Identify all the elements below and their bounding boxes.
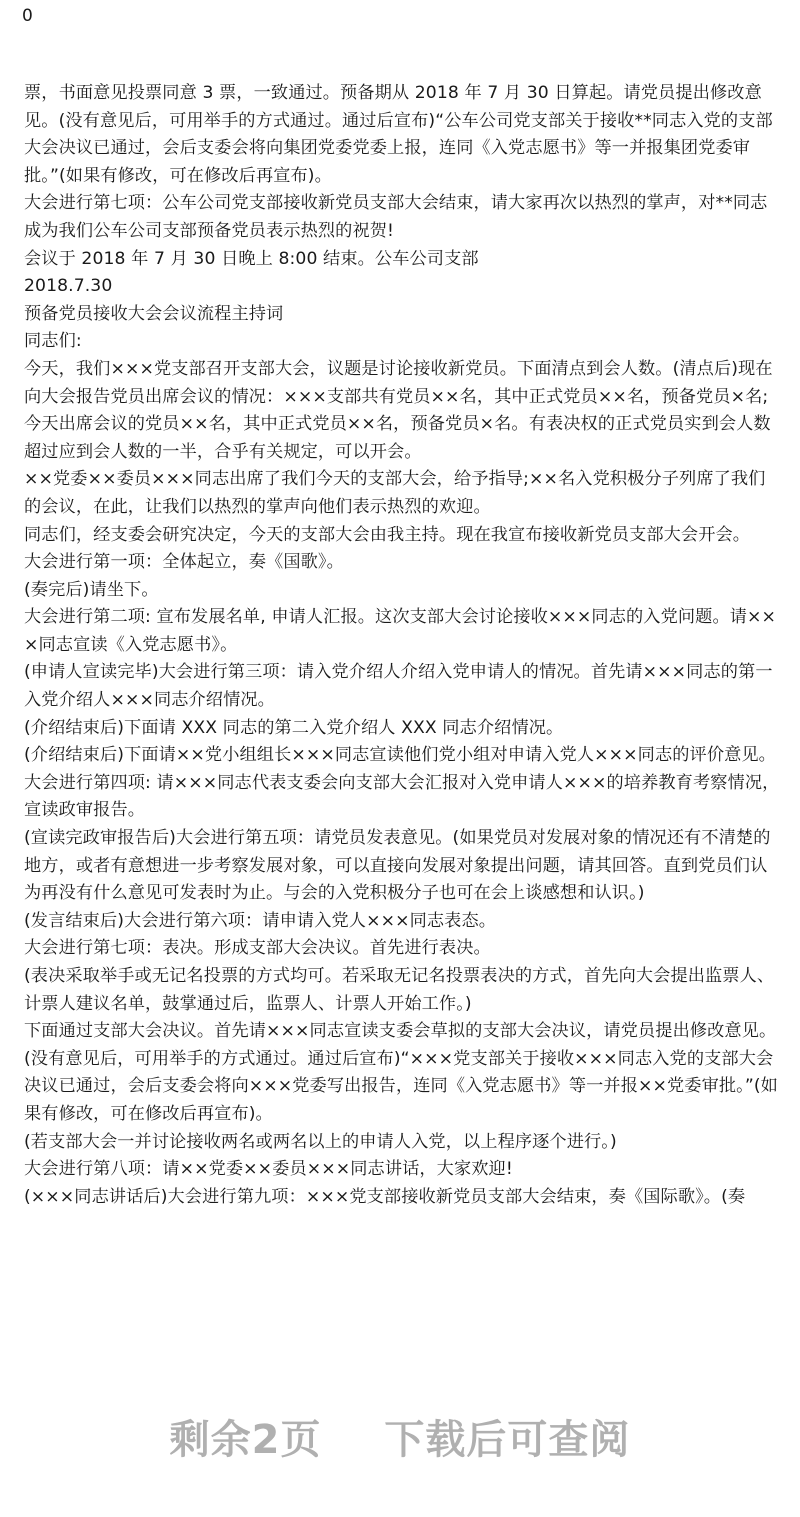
remaining-pages-banner[interactable] [0, 1410, 800, 1470]
remaining-pages-label: 剩余2页 [169, 1417, 322, 1463]
section-title: 预备党员接收大会会议流程主持词 [24, 303, 284, 324]
paragraph: 大会进行第二项: 宣布发展名单, 申请人汇报。这次支部大会讨论接收×××同志的入党问题。请×××同志宣读《入党志愿书》。 [24, 607, 777, 655]
document-body [24, 80, 782, 1211]
paragraph: 大会进行第七项：表决。形成支部大会决议。首先进行表决。 [24, 938, 491, 959]
paragraph: ××党委××委员×××同志出席了我们今天的支部大会，给予指导;××名入党积极分子列席了我们的会议，在此，让我们以热烈的掌声向他们表示热烈的欢迎。 [24, 469, 766, 517]
paragraph: 同志们，经支委会研究决定，今天的支部大会由我主持。现在我宣布接收新党员支部大会开会。 [24, 524, 751, 545]
paragraph-date: 2018.7.30 [24, 276, 113, 297]
paragraph: 大会进行第四项: 请×××同志代表支委会向支部大会汇报对入党申请人×××的培养教育考察情况，宣读政审报告。 [24, 772, 780, 821]
paragraph: (宣读完政审报告后)大会进行第五项：请党员发表意见。(如果党员对发展对象的情况还有不清楚的地方，或者有意想进一步考察发展对象，可以直接向发展对象提出问题，请其回答。直到党员们认为再没有什么意见可发表时为止。与会的入党积极分子也可在会上谈感想和认识。) [24, 828, 771, 904]
paragraph: 票，书面意见投票同意 3 票，一致通过。预备期从 2018 年 7 月 30 日算起。请党员提出修改意见。(没有意见后，可用举手的方式通过。通过后宣布)“公车公司党支部关于接收**同志入党的支部大会决议已通过，会后支委会将向集团党委党委上报，连同《入党志愿书》等一并报集团党委审批。”(如果有修改，可在修改后再宣布)。 [24, 83, 773, 186]
download-to-view-label: 下载后可查阅 [384, 1417, 631, 1463]
paragraph: (×××同志讲话后)大会进行第九项：×××党支部接收新党员支部大会结束，奏《国际歌》。(奏 [24, 1186, 746, 1207]
paragraph: (奏完后)请坐下。 [24, 579, 159, 600]
paragraph: (申请人宣读完毕)大会进行第三项：请入党介绍人介绍入党申请人的情况。首先请×××同志的第一入党介绍人×××同志介绍情况。 [24, 662, 773, 711]
page-number: 0 [22, 6, 33, 26]
paragraph: (介绍结束后)下面请××党小组组长×××同志宣读他们党小组对申请入党人×××同志的评价意见。 [24, 745, 776, 766]
paragraph: (表决采取举手或无记名投票的方式均可。若采取无记名投票表决的方式，首先向大会提出监票人、计票人建议名单，鼓掌通过后，监票人、计票人开始工作。) [24, 966, 775, 1014]
paragraph: (介绍结束后)下面请 XXX 同志的第二入党介绍人 XXX 同志介绍情况。 [24, 717, 564, 738]
paragraph: 今天，我们×××党支部召开支部大会，议题是讨论接收新党员。下面清点到会人数。(清点后)现在向大会报告党员出席会议的情况：×××支部共有党员××名，其中正式党员××名，预备党员×名;今天出席会议的党员××名，其中正式党员××名，预备党员×名。有表决权的正式党员实到会人数超过应到会人数的一半，合乎有关规定，可以开会。 [24, 358, 773, 462]
paragraph: 下面通过支部大会决议。首先请×××同志宣读支委会草拟的支部大会决议，请党员提出修改意见。(没有意见后，可用举手的方式通过。通过后宣布)“×××党支部关于接收×××同志入党的支部大会决议已通过，会后支委会将向×××党委写出报告，连同《入党志愿书》等一并报××党委审批。”(如果有修改，可在修改后再宣布)。 [24, 1021, 778, 1124]
paragraph: 大会进行第一项：全体起立，奏《国歌》。 [24, 552, 344, 573]
paragraph: 大会进行第七项：公车公司党支部接收新党员支部大会结束，请大家再次以热烈的掌声，对**同志成为我们公车公司支部预备党员表示热烈的祝贺! [24, 193, 768, 241]
paragraph: 会议于 2018 年 7 月 30 日晚上 8:00 结束。公车公司支部 [24, 248, 479, 269]
salutation: 同志们: [24, 331, 82, 352]
paragraph: (发言结束后)大会进行第六项：请申请入党人×××同志表态。 [24, 910, 497, 931]
paragraph: 大会进行第八项：请××党委××委员×××同志讲话，大家欢迎! [24, 1159, 513, 1180]
paragraph: (若支部大会一并讨论接收两名或两名以上的申请人入党，以上程序逐个进行。) [24, 1131, 617, 1152]
